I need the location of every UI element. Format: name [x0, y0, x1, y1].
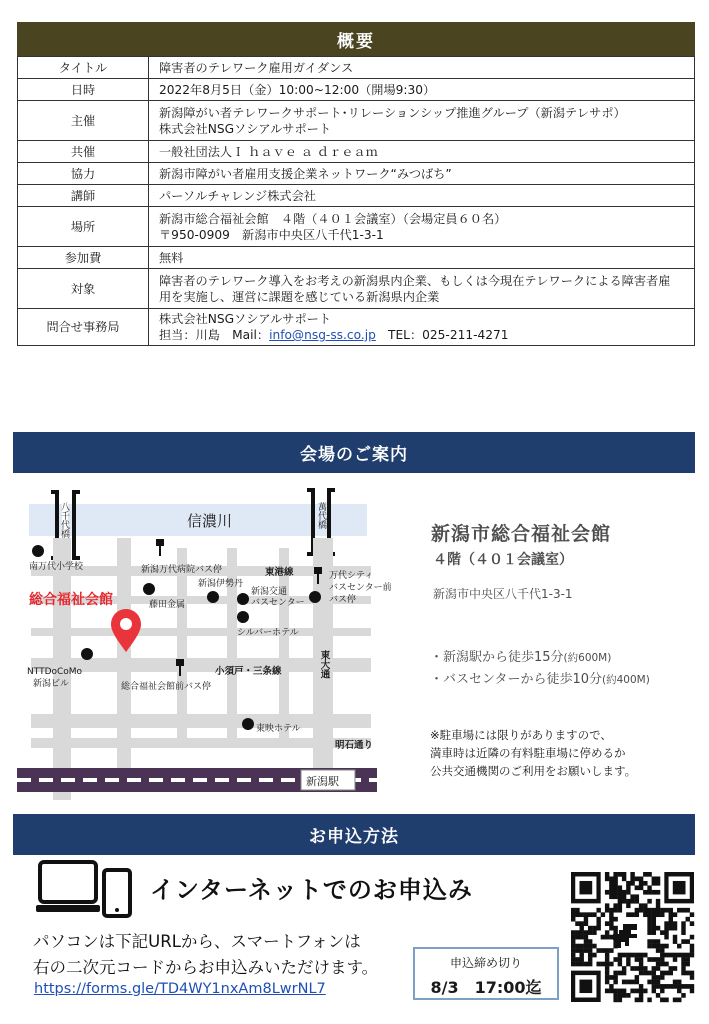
- application-url-link[interactable]: https://forms.gle/TD4WY1nxAm8LwrNL7: [34, 981, 326, 997]
- map-label: 藤田金属: [149, 600, 186, 610]
- station-label: 新潟駅: [306, 775, 339, 788]
- row-label: タイトル: [18, 57, 149, 79]
- map-label: 東映ホテル: [256, 724, 301, 734]
- row-value: [149, 101, 695, 141]
- table-row: [18, 101, 695, 141]
- deadline-label: 申込締め切り: [449, 956, 522, 970]
- map-label: 南万代小学校: [29, 562, 84, 572]
- row-label: 参加費: [18, 247, 149, 269]
- venue-banner: 会場のご案内: [13, 432, 695, 473]
- table-row: [18, 207, 695, 247]
- row-label: 対象: [18, 269, 149, 309]
- venue-address: 新潟市中央区八千代1-3-1: [433, 587, 573, 601]
- table-row: [18, 79, 695, 101]
- map-label: バス停: [329, 595, 357, 605]
- access-item: [430, 668, 650, 687]
- deadline-value: 8/3 17:00迄: [430, 978, 542, 997]
- access-text: ・バスセンターから徒歩10分: [430, 672, 603, 687]
- devices-graphic: [36, 858, 136, 920]
- row-value-line: 新潟障がい者テレワークサポート･リレーションシップ推進グループ（新潟テレサポ）: [159, 105, 626, 120]
- row-value-line: 無料: [159, 250, 184, 265]
- row-value-line: 一般社団法人Ｉ ｈａｖｅ ａ ｄｒｅａｍ: [159, 144, 378, 159]
- contact-company: 株式会社NSGソシアルサポート: [159, 312, 332, 326]
- parking-line: 満車時は近隣の有料駐車場に停めるか: [430, 746, 626, 760]
- table-row: [18, 141, 695, 163]
- email-link[interactable]: info@nsg-ss.co.jp: [269, 328, 376, 342]
- row-value: [149, 185, 695, 207]
- row-value-line: 障害者のテレワーク雇用ガイダンス: [159, 60, 354, 75]
- row-value: [149, 57, 695, 79]
- access-text: ・新潟駅から徒歩15分: [430, 650, 564, 665]
- map-label: バスセンター: [251, 598, 305, 608]
- table-row: [18, 163, 695, 185]
- row-label: 日時: [18, 79, 149, 101]
- map-label: 新潟万代病院バス停: [141, 565, 223, 575]
- venue-map: [17, 478, 392, 800]
- row-value: [149, 163, 695, 185]
- row-value-line: 株式会社NSGソシアルサポート: [159, 121, 332, 136]
- row-label: 問合せ事務局: [18, 309, 149, 346]
- row-value: [149, 207, 695, 247]
- table-row: [18, 269, 695, 309]
- venue-map-label: 総合福祉会館: [29, 592, 113, 608]
- map-label: 新潟ビル: [33, 679, 70, 689]
- contact-line: [159, 327, 686, 343]
- venue-floor: ４階（４０１会議室）: [433, 552, 573, 568]
- deadline-box: [413, 947, 559, 1000]
- qr-code-icon[interactable]: [571, 872, 694, 1002]
- table-row: [18, 309, 695, 346]
- map-label: 総合福祉会館前バス停: [121, 682, 212, 692]
- row-value: [149, 309, 695, 346]
- row-value-line: 用を実施し、運営に課題を感じている新潟県内企業: [159, 289, 440, 304]
- map-pin-icon: [111, 609, 141, 652]
- row-value-line: 障害者のテレワーク導入をお考えの新潟県内企業、もしくは今現在テレワークによる障害者雇: [159, 273, 671, 288]
- contact-person: 担当：川島 Mail：: [159, 328, 270, 342]
- row-label: 講師: [18, 185, 149, 207]
- row-label: 場所: [18, 207, 149, 247]
- access-note: (約400M): [602, 674, 650, 686]
- map-label: 新潟伊勢丹: [198, 579, 244, 589]
- parking-line: ※駐車場には限りがありますので、: [430, 728, 612, 742]
- road-label: 東大通: [318, 650, 330, 679]
- map-label: NTTDoCoMo: [27, 667, 83, 677]
- row-label: 主催: [18, 101, 149, 141]
- row-value: [149, 269, 695, 309]
- apply-line: 右の二次元コードからお申込みいただけます。: [33, 958, 379, 977]
- row-value-line: 2022年8月5日（金）10:00~12:00（開場9:30）: [159, 82, 436, 97]
- apply-text: [33, 929, 378, 981]
- row-value: [149, 141, 695, 163]
- access-note: (約600M): [563, 652, 612, 664]
- table-row: [18, 247, 695, 269]
- overview-title: 概要: [17, 22, 695, 56]
- map-label: シルバーホテル: [237, 628, 299, 638]
- map-label: バスセンター前: [329, 583, 392, 593]
- smartphone-icon: [104, 870, 130, 916]
- map-label: 万代シティ: [329, 571, 374, 581]
- map-graphic: [17, 478, 392, 800]
- table-row: [18, 185, 695, 207]
- map-label: 新潟交通: [251, 587, 288, 597]
- row-value-line: パーソルチャレンジ株式会社: [159, 188, 316, 203]
- row-label: 協力: [18, 163, 149, 185]
- bridge-left-label: 八千代橋: [59, 502, 69, 538]
- parking-line: 公共交通機関のご利用をお願いします。: [430, 764, 637, 778]
- contact-tel: TEL：025-211-4271: [375, 328, 509, 342]
- overview-table: [17, 56, 695, 346]
- row-label: 共催: [18, 141, 149, 163]
- road-label: 明石通り: [335, 740, 374, 751]
- river-label: 信濃川: [187, 512, 233, 530]
- row-value-line: 〒950-0909 新潟市中央区八千代1-3-1: [159, 227, 384, 242]
- row-value: [149, 79, 695, 101]
- parking-note: [430, 726, 636, 780]
- apply-line: パソコンは下記URLから、スマートフォンは: [33, 932, 361, 951]
- row-value: [149, 247, 695, 269]
- road-label: 小須戸・三条線: [215, 666, 282, 677]
- apply-heading: インターネットでのお申込み: [150, 876, 473, 904]
- laptop-icon: [36, 862, 100, 912]
- bridge-right-label: 萬代橋: [316, 502, 326, 529]
- venue-name: 新潟市総合福祉会館: [431, 523, 612, 545]
- application-banner: お申込方法: [13, 814, 695, 855]
- road-label: 東港線: [265, 567, 294, 578]
- row-value-line: 新潟市障がい者雇用支援企業ネットワーク“みつばち”: [159, 166, 452, 181]
- access-item: [430, 646, 611, 665]
- row-value-line: 新潟市総合福祉会館 ４階（４０１会議室）（会場定員６０名）: [159, 211, 507, 226]
- table-row: [18, 57, 695, 79]
